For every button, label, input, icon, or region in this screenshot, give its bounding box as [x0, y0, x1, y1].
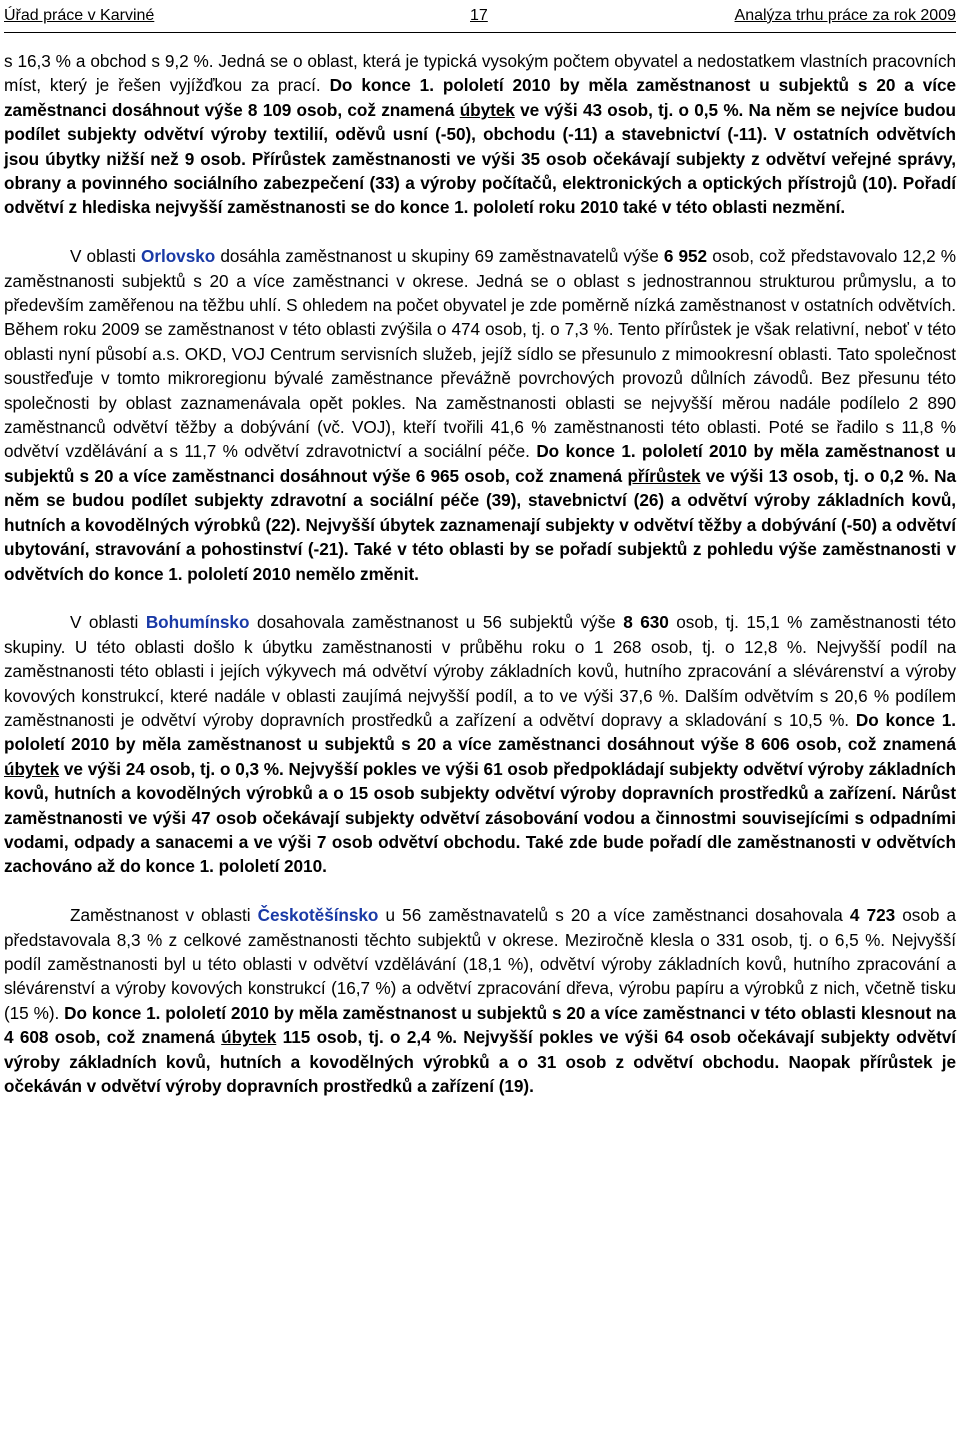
ceskotesinsko-prefix: Zaměstnanost v oblasti — [70, 905, 251, 926]
ceskotesinsko-forecast-keyword: úbytek — [221, 1027, 277, 1048]
bohuminsko-text-2: osob, tj. 15,1 % zaměstnanosti této skupiny. U této oblasti došlo k úbytku zaměstnanosti v průběhu roku o 1 268 osob, tj. o 12,8 %. Nejvyšší podíl na zaměstnanosti této oblasti i jejích výkyvech má odvětví výroby základních kovů, hutního zpracování a slévárenství a výroby kovových konstrukcí, které nadále v oblasti zaujímá nejvyšší podíl, a to ve výši 37,6 %. Dalším odvětvím s 20,6 % podílem zaměstnanosti je odvětví výroby dopravních prostředků a zařízení a odvětví dopravy a skladování s 10,5 %. — [4, 612, 957, 730]
orlovsko-prefix: V oblasti — [70, 246, 136, 267]
header-office-name: Úřad práce v Karviné — [4, 7, 155, 24]
intro-forecast-part-1: Do konce 1. pololetí 2010 by měla zaměstnanost u subjektů s 20 a více zaměstnanci dosáhnout výše 8 109 osob, což znamená — [4, 75, 956, 120]
ceskotesinsko-employment-number: 4 723 — [849, 905, 896, 926]
orlovsko-forecast-part-2: ve výši 13 osob, tj. o 0,2 %. Na něm se budou podílet subjekty zdravotní a sociální péče (39), stavebnictví (26) a odvětví výroby základních kovů, hutních a kovodělných výrobků (22). Nejvyšší úbytek zaznamenají subjekty v odvětví těžby a dobývání (-50) a odvětví ubytování, stravování a pohostinství (-21). Také v této oblasti by se pořadí subjektů z pohledu výše zaměstnanosti v odvětvích do konce 1. pololetí 2010 nemělo změnit. — [4, 465, 956, 584]
document-body — [4, 49, 956, 1098]
document-page — [4, 0, 956, 1098]
bohuminsko-forecast-keyword: úbytek — [4, 758, 60, 779]
region-ceskotesinsko: Českotěšínsko — [257, 905, 379, 926]
paragraph-orlovsko — [4, 244, 956, 586]
page-header — [4, 0, 956, 33]
bohuminsko-text-1: dosahovala zaměstnanost u 56 subjektů výše — [256, 612, 616, 633]
intro-forecast-part-2: ve výši 43 osob, tj. o 0,5 %. Na něm se nejvíce budou podílet subjekty odvětví výroby textilií, oděvů usní (-50), obchodu (-11) a stavebnictví (-11). V ostatních odvětvích jsou úbytky nižší než 9 osob. Přírůstek zaměstnanosti ve výši 35 osob očekávají subjekty z odvětví veřejné správy, obrany a povinného sociálního zabezpečení (33) a výroby počítačů, elektronických a optických přístrojů (10). Pořadí odvětví z hlediska nejvyšší zaměstnanosti se do konce 1. pololetí roku 2010 také v této oblasti nezmění. — [4, 99, 956, 218]
orlovsko-text-1: dosáhla zaměstnanost u skupiny 69 zaměstnavatelů výše — [220, 246, 659, 267]
ceskotesinsko-forecast-part-2: 115 osob, tj. o 2,4 %. Nejvyšší pokles ve výši 64 osob očekávají subjekty odvětví výroby základních kovů, hutních a kovodělných výrobků a o 31 osob z odvětví obchodu. Naopak přírůstek je očekáván v odvětví výroby dopravních prostředků a zařízení (19). — [4, 1027, 956, 1097]
bohuminsko-prefix: V oblasti — [70, 612, 139, 633]
region-bohuminsko: Bohumínsko — [145, 612, 250, 633]
bohuminsko-forecast-part-1: Do konce 1. pololetí 2010 by měla zaměstnanost u subjektů s 20 a více zaměstnanci dosáhnout výše 8 606 osob, což znamená — [4, 709, 956, 755]
ceskotesinsko-forecast-part-1: Do konce 1. pololetí 2010 by měla zaměstnanost u subjektů s 20 a více zaměstnanci v této oblasti klesnout na 4 608 osob, což znamená — [4, 1002, 956, 1048]
region-orlovsko: Orlovsko — [141, 246, 216, 267]
intro-forecast-keyword: úbytek — [459, 99, 515, 120]
paragraph-intro — [4, 49, 956, 220]
orlovsko-employment-number: 6 952 — [663, 246, 708, 267]
bohuminsko-forecast — [4, 710, 956, 876]
page-number: 17 — [470, 7, 488, 24]
orlovsko-text-2: osob, což představovalo 12,2 % zaměstnanosti subjektů s 20 a více zaměstnanci v okrese. Jedná se o oblast s jednostrannou strukturou průmyslu, a to především zaměřenou na těžbu uhlí. S ohledem na počet obyvatel je zde poměrně nízká zaměstnanost v ostatních odvětvích. Během roku 2009 se zaměstnanost v této oblasti zvýšila o 474 osob, tj. o 7,3 %. Tento přírůstek je však relativní, neboť v této oblasti nyní působí a.s. OKD, VOJ Centrum servisních služeb, jejíž sídlo se přesunulo z mimookresní oblasti. Tato společnost soustřeďuje v tomto mikroregionu bývalé zaměstnance převážně povrchových provozů důlních závodů. Bez přesunu této společnosti by oblast zaznamenávala opět pokles. Na zaměstnanosti oblasti se nejvyšší měrou nadále podílelo 2 890 zaměstnanců odvětví těžby a dobývání (vč. VOJ), kteří tvořili 41,6 % zaměstnanosti této oblasti. Poté se řadilo s 11,8 % odvětví vzdělávání a s 11,7 % odvětví zdravotnictví a sociální péče. — [4, 246, 957, 462]
intro-text: s 16,3 % a obchod s 9,2 %. Jedná se o oblast, která je typická vysokým počtem obyvatel a nedostatkem vlastních pracovních míst, který je řešen vyjížďkou za prací. — [4, 51, 956, 96]
paragraph-ceskotesinsko — [4, 903, 956, 1098]
ceskotesinsko-text-1: u 56 zaměstnavatelů s 20 a více zaměstnanci dosahovala — [385, 905, 843, 926]
orlovsko-forecast-part-1: Do konce 1. pololetí 2010 by měla zaměstnanost u subjektů s 20 a více zaměstnanci dosáhnout výše 6 965 osob, což znamená — [4, 441, 956, 486]
bohuminsko-forecast-part-2: ve výši 24 osob, tj. o 0,3 %. Nejvyšší pokles ve výši 61 osob předpokládají subjekty odvětví výroby základních kovů, hutních a kovodělných výrobků a o 15 osob subjekty odvětví výroby dopravních prostředků a zařízení. Nárůst zaměstnanosti ve výši 47 osob očekávají subjekty odvětví zásobování vodou a činnostmi souvisejícími s odpadními vodami, odpady a sanacemi a ve výši 7 osob odvětví obchodu. Také zde bude pořadí dle zaměstnanosti v odvětvích zachováno až do konce 1. pololetí 2010. — [4, 758, 956, 877]
bohuminsko-employment-number: 8 630 — [623, 612, 669, 633]
paragraph-bohuminsko — [4, 610, 956, 878]
header-report-title: Analýza trhu práce za rok 2009 — [734, 7, 956, 24]
ceskotesinsko-text-2: osob a představovala 8,3 % z celkové zaměstnanosti těchto subjektů v okrese. Meziročně klesla o 331 osob, tj. o 6,5 %. Nejvyšší podíl zaměstnanosti byl u této oblasti v odvětví vzdělávání (18,1 %), odvětví výroby základních kovů, hutního zpracování a slévárenství a výroby kovových konstrukcí (16,7 %) a odvětví zpracování dřeva, výrobu papíru a výrobků z nich, včetně tisku (15 %). — [4, 905, 957, 1023]
orlovsko-forecast-keyword: přírůstek — [627, 465, 701, 486]
intro-forecast — [4, 75, 956, 217]
orlovsko-forecast — [4, 441, 956, 583]
ceskotesinsko-forecast — [4, 1003, 956, 1096]
